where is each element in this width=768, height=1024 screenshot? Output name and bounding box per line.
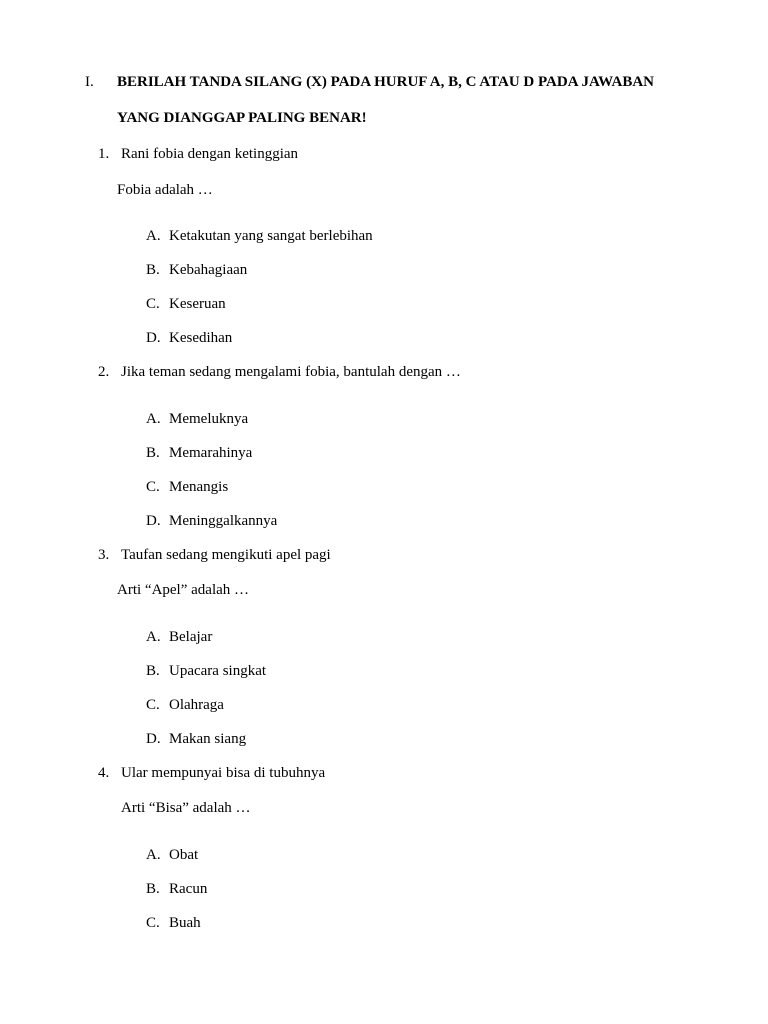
option-text: Keseruan xyxy=(169,296,226,312)
option-letter: B. xyxy=(146,262,160,278)
option-letter: D. xyxy=(146,731,161,747)
option-letter: D. xyxy=(146,513,161,529)
option-letter: A. xyxy=(146,228,161,244)
question-number: 1. xyxy=(98,146,110,162)
option-text: Olahraga xyxy=(169,697,224,713)
question-text: Ular mempunyai bisa di tubuhnya xyxy=(121,765,326,781)
option-text: Makan siang xyxy=(169,731,247,747)
option-text: Obat xyxy=(169,847,199,863)
option-text: Meninggalkannya xyxy=(169,513,278,529)
option-text: Menangis xyxy=(169,479,229,495)
option-text: Memeluknya xyxy=(169,411,249,427)
option-letter: B. xyxy=(146,663,160,679)
question-stem: Arti “Apel” adalah … xyxy=(117,582,250,598)
option-text: Upacara singkat xyxy=(169,663,267,679)
option-letter: D. xyxy=(146,330,161,346)
question-stem: Fobia adalah … xyxy=(117,182,213,198)
question-text: Taufan sedang mengikuti apel pagi xyxy=(121,547,331,563)
section-instruction-line-1: BERILAH TANDA SILANG (X) PADA HURUF A, B, C ATAU D PADA JAWABAN xyxy=(117,74,654,90)
option-text: Kebahagiaan xyxy=(169,262,248,278)
section-number: I. xyxy=(85,74,94,90)
option-letter: B. xyxy=(146,881,160,897)
option-letter: C. xyxy=(146,479,160,495)
question-number: 3. xyxy=(98,547,110,563)
question-stem: Arti “Bisa” adalah … xyxy=(121,800,251,816)
option-letter: C. xyxy=(146,915,160,931)
option-letter: A. xyxy=(146,629,161,645)
option-letter: C. xyxy=(146,296,160,312)
option-letter: A. xyxy=(146,847,161,863)
option-letter: B. xyxy=(146,445,160,461)
question-number: 2. xyxy=(98,364,110,380)
option-text: Buah xyxy=(169,915,201,931)
option-text: Memarahinya xyxy=(169,445,253,461)
option-letter: C. xyxy=(146,697,160,713)
question-text: Rani fobia dengan ketinggian xyxy=(121,146,299,162)
question-number: 4. xyxy=(98,765,110,781)
option-text: Kesedihan xyxy=(169,330,233,346)
option-letter: A. xyxy=(146,411,161,427)
option-text: Ketakutan yang sangat berlebihan xyxy=(169,228,373,244)
section-instruction-line-2: YANG DIANGGAP PALING BENAR! xyxy=(117,110,367,126)
option-text: Racun xyxy=(169,881,208,897)
option-text: Belajar xyxy=(169,629,213,645)
question-text: Jika teman sedang mengalami fobia, bantulah dengan … xyxy=(121,364,461,380)
